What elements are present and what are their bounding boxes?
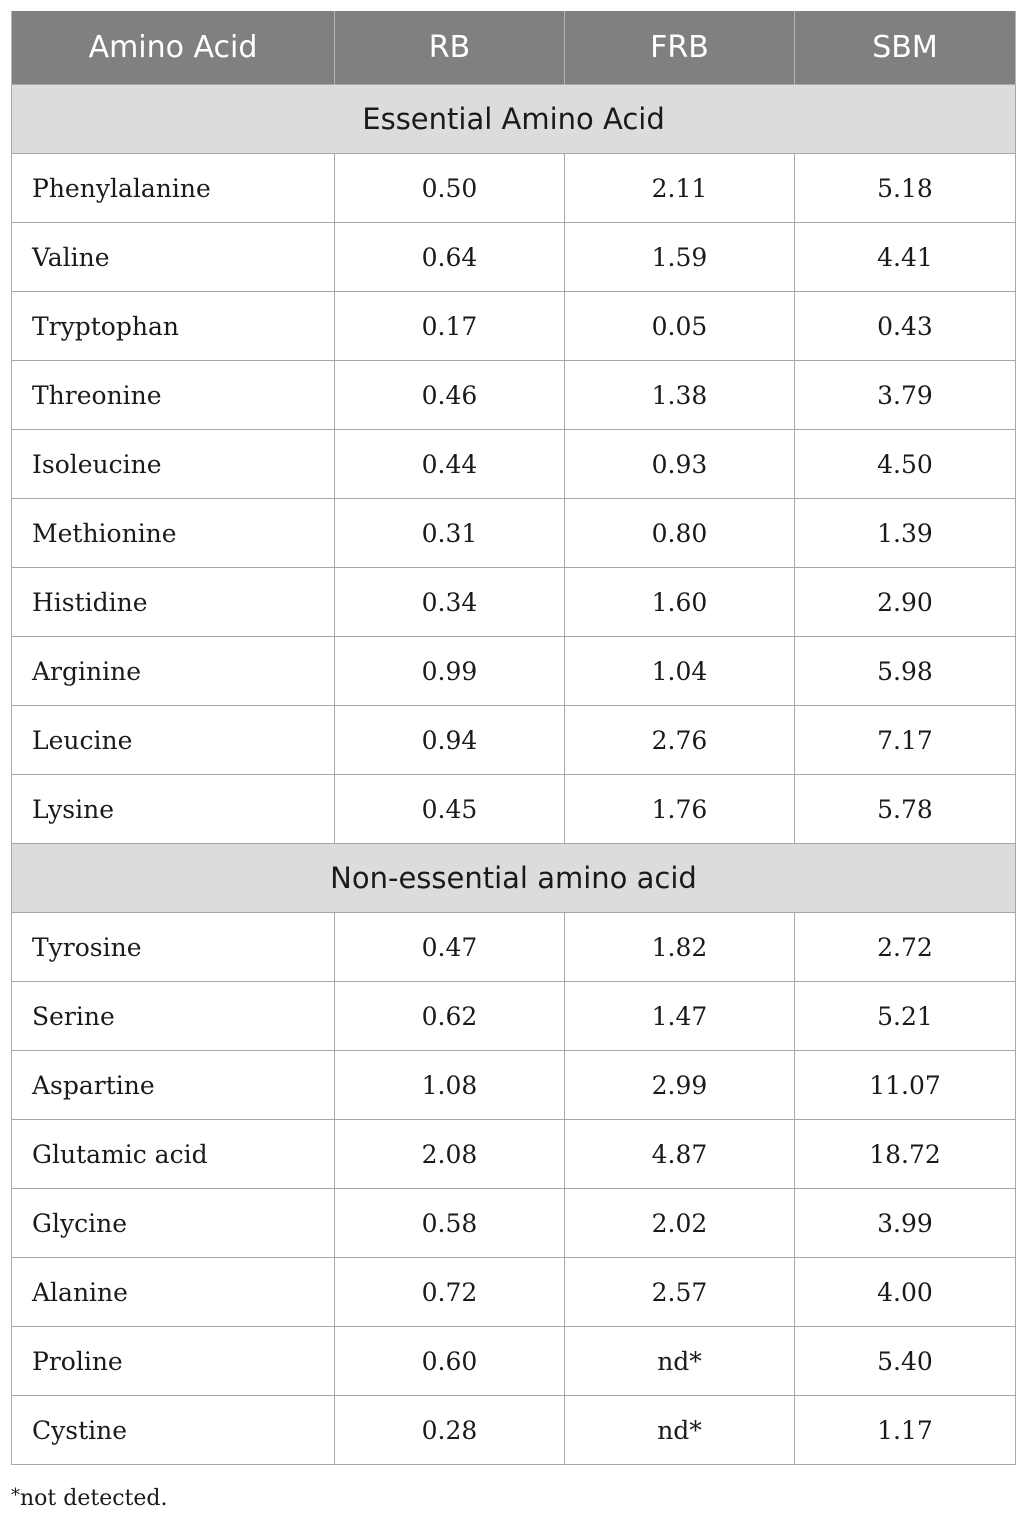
cell-rb: 0.62 [335,982,565,1051]
cell-sbm: 1.17 [795,1396,1016,1465]
cell-sbm: 2.72 [795,913,1016,982]
table-row [12,775,1016,844]
cell-frb: 2.76 [565,706,795,775]
cell-rb: 0.31 [335,499,565,568]
header-sbm: SBM [795,11,1016,85]
header-rb: RB [335,11,565,85]
cell-sbm: 0.43 [795,292,1016,361]
cell-sbm: 5.98 [795,637,1016,706]
cell-frb: 1.47 [565,982,795,1051]
table-row [12,1327,1016,1396]
cell-rb: 0.28 [335,1396,565,1465]
table-row [12,637,1016,706]
table-row [12,1258,1016,1327]
cell-amino-acid-name: Leucine [12,706,335,775]
cell-amino-acid-name: Tyrosine [12,913,335,982]
cell-rb: 0.17 [335,292,565,361]
table-row [12,430,1016,499]
table-row [12,706,1016,775]
table-row [12,568,1016,637]
cell-rb: 0.46 [335,361,565,430]
footnote-marker: * [11,1485,20,1506]
cell-sbm: 5.18 [795,154,1016,223]
header-amino-acid: Amino Acid [12,11,335,85]
cell-amino-acid-name: Glycine [12,1189,335,1258]
table-row [12,1051,1016,1120]
cell-sbm: 18.72 [795,1120,1016,1189]
section-title: Non-essential amino acid [12,844,1016,913]
cell-amino-acid-name: Glutamic acid [12,1120,335,1189]
cell-amino-acid-name: Tryptophan [12,292,335,361]
table-row [12,154,1016,223]
table-row [12,223,1016,292]
cell-rb: 1.08 [335,1051,565,1120]
cell-amino-acid-name: Alanine [12,1258,335,1327]
cell-rb: 0.50 [335,154,565,223]
table-row [12,361,1016,430]
cell-amino-acid-name: Valine [12,223,335,292]
amino-acid-table-container [11,11,1015,1465]
cell-amino-acid-name: Arginine [12,637,335,706]
cell-sbm: 7.17 [795,706,1016,775]
table-row [12,1396,1016,1465]
cell-rb: 0.72 [335,1258,565,1327]
cell-rb: 0.58 [335,1189,565,1258]
header-row [12,11,1016,85]
cell-frb: 2.57 [565,1258,795,1327]
cell-sbm: 3.79 [795,361,1016,430]
header-frb: FRB [565,11,795,85]
cell-sbm: 5.21 [795,982,1016,1051]
cell-amino-acid-name: Proline [12,1327,335,1396]
cell-amino-acid-name: Methionine [12,499,335,568]
cell-frb: 1.38 [565,361,795,430]
cell-sbm: 3.99 [795,1189,1016,1258]
cell-frb: 1.76 [565,775,795,844]
section-title: Essential Amino Acid [12,85,1016,154]
cell-frb: nd* [565,1396,795,1465]
cell-rb: 0.34 [335,568,565,637]
cell-frb: 4.87 [565,1120,795,1189]
cell-frb: 2.11 [565,154,795,223]
section-header-row [12,844,1016,913]
cell-rb: 0.45 [335,775,565,844]
cell-rb: 0.44 [335,430,565,499]
cell-amino-acid-name: Threonine [12,361,335,430]
cell-frb: 2.99 [565,1051,795,1120]
section-header-row [12,85,1016,154]
table-row [12,499,1016,568]
cell-rb: 0.99 [335,637,565,706]
table-header [12,11,1016,85]
table-row [12,292,1016,361]
cell-sbm: 5.78 [795,775,1016,844]
table-body [12,85,1016,1465]
cell-frb: 0.05 [565,292,795,361]
cell-amino-acid-name: Phenylalanine [12,154,335,223]
cell-frb: 1.82 [565,913,795,982]
cell-frb: nd* [565,1327,795,1396]
cell-amino-acid-name: Isoleucine [12,430,335,499]
cell-amino-acid-name: Histidine [12,568,335,637]
cell-rb: 0.60 [335,1327,565,1396]
cell-amino-acid-name: Serine [12,982,335,1051]
amino-acid-table [11,11,1016,1465]
cell-frb: 1.60 [565,568,795,637]
cell-rb: 0.94 [335,706,565,775]
cell-sbm: 11.07 [795,1051,1016,1120]
cell-sbm: 4.41 [795,223,1016,292]
table-row [12,1120,1016,1189]
cell-rb: 0.64 [335,223,565,292]
cell-rb: 0.47 [335,913,565,982]
cell-sbm: 2.90 [795,568,1016,637]
footnote [11,1485,167,1511]
cell-frb: 0.93 [565,430,795,499]
cell-frb: 1.59 [565,223,795,292]
cell-amino-acid-name: Cystine [12,1396,335,1465]
cell-frb: 2.02 [565,1189,795,1258]
cell-frb: 1.04 [565,637,795,706]
table-row [12,913,1016,982]
cell-amino-acid-name: Aspartine [12,1051,335,1120]
cell-sbm: 4.50 [795,430,1016,499]
cell-sbm: 1.39 [795,499,1016,568]
cell-amino-acid-name: Lysine [12,775,335,844]
cell-frb: 0.80 [565,499,795,568]
footnote-text: not detected. [20,1486,168,1511]
cell-sbm: 5.40 [795,1327,1016,1396]
table-row [12,1189,1016,1258]
table-row [12,982,1016,1051]
cell-sbm: 4.00 [795,1258,1016,1327]
cell-rb: 2.08 [335,1120,565,1189]
